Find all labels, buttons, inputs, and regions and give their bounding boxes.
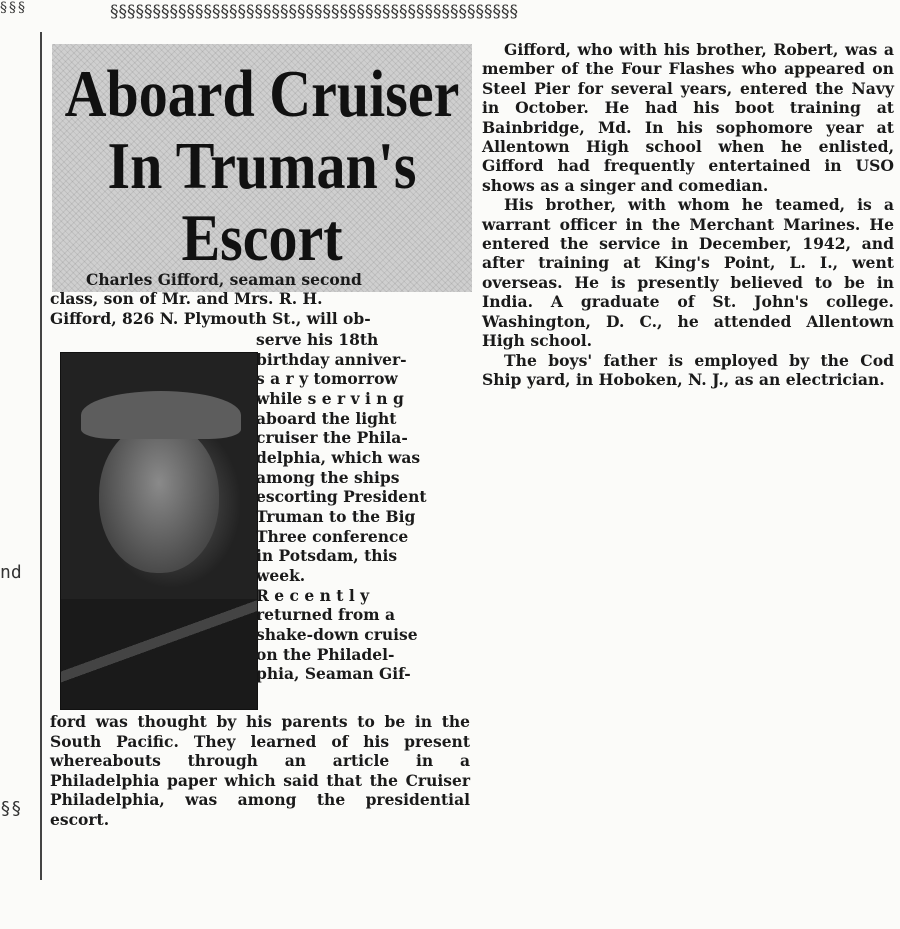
photo-face	[99, 423, 219, 573]
lead-line-2: class, son of Mr. and Mrs. R. H.	[50, 289, 323, 308]
photo-sailor-cap	[81, 391, 241, 439]
wrap-line: R e c e n t l y	[256, 586, 370, 605]
wrap-line: birthday anniver-	[256, 350, 407, 369]
portrait-photo	[60, 352, 258, 710]
headline-block	[52, 44, 472, 292]
wrap-line: s a r y tomorrow	[256, 369, 398, 388]
wrap-line: escorting President	[256, 487, 427, 506]
wrap-line: on the Philadel-	[256, 645, 395, 664]
wrap-line: among the ships	[256, 468, 400, 487]
wrap-line: week.	[256, 566, 306, 585]
paragraph-father: The boys' father is employed by the Cod Ship yard, in Hoboken, N. J., as an electrician.	[482, 350, 894, 389]
wrap-line: delphia, which was	[256, 448, 421, 467]
photo-uniform	[61, 599, 257, 709]
wrap-line: while s e r v i n g	[256, 389, 404, 408]
headline-line-3: Escort	[181, 200, 343, 275]
headline-line-1: Aboard Cruiser	[64, 56, 460, 131]
wrap-line: Three conference	[256, 527, 409, 546]
lead-line-1: Charles Gifford, seaman second	[86, 270, 362, 289]
margin-fragment-section: §§	[0, 798, 22, 819]
newspaper-clipping	[40, 32, 474, 880]
wrap-line: returned from a	[256, 605, 396, 624]
paragraph-brother: His brother, with whom he teamed, is a warrant officer in the Merchant Marines. He entered the service in December, 1942, and after training at King's Point, L. I., went overseas. He is presently believed to be in India. A graduate of St. John's college. Washington, D. C., he attended Allentown High school.	[482, 195, 894, 351]
headline-line-2: In Truman's	[107, 128, 417, 203]
wrap-line: aboard the light	[256, 409, 397, 428]
margin-fragment-nd: nd	[0, 562, 22, 583]
wrap-line: shake-down cruise	[256, 625, 418, 644]
paragraph-boot-training: Gifford, who with his brother, Robert, was a member of the Four Flashes who appeared on Steel Pier for several years, entered the Navy in October. He had his boot training at Bainbridge, Md. In his sophomore year at Allentown High school when he enlisted, Gifford had frequently entertained in USO shows as a singer and comedian.	[482, 40, 894, 195]
wrap-line: in Potsdam, this	[256, 546, 398, 565]
wrap-line: phia, Seaman Gif-	[256, 664, 411, 683]
wrap-line: Truman to the Big	[256, 507, 416, 526]
article-column-2	[482, 40, 894, 389]
article-tail: ford was thought by his parents to be in the South Pacific. They learned of his present whereabouts through an article in a Philadelphia paper which said that the Cruiser Philadelphia, was among the presidential escort.	[50, 712, 470, 829]
lead-line-3: Gifford, 826 N. Plymouth St., will ob-	[50, 309, 371, 328]
section-border: §§§§§§§§§§§§§§§§§§§§§§§§§§§§§§§§§§§§§§§§§§§§§§§§	[110, 2, 518, 22]
wrap-line: serve his 18th	[256, 330, 379, 349]
corner-marks: §§§	[0, 0, 27, 16]
wrap-line: cruiser the Phila-	[256, 428, 408, 447]
